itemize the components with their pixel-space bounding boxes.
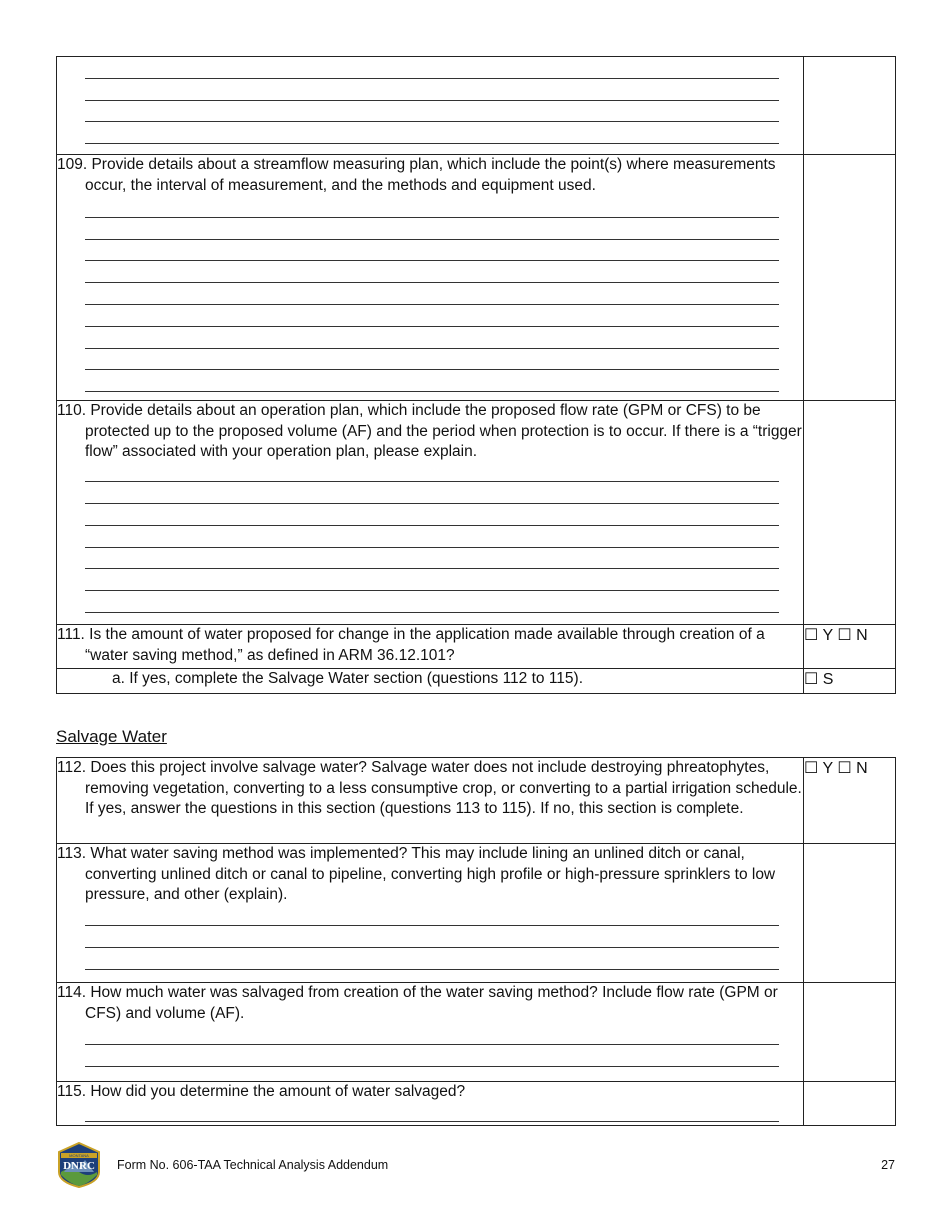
form-number-label: Form No. 606-TAA Technical Analysis Addendum [117, 1158, 389, 1172]
answer-line[interactable] [85, 591, 779, 613]
q109-answer-lines[interactable] [57, 196, 779, 392]
answer-line[interactable] [85, 305, 779, 327]
answer-line[interactable] [85, 370, 779, 392]
answer-line[interactable] [85, 569, 779, 591]
answer-line[interactable] [85, 948, 779, 970]
q114-cell [57, 983, 804, 1082]
answer-line[interactable] [85, 526, 779, 548]
q115-cell [57, 1082, 804, 1126]
q112-text: 112. Does this project involve salvage water? Salvage water does not include destroying phreatophytes, removing vegetation, converting to a less consumptive crop, or converting to a partial irrigation schedule. If yes, answer the questions in this section (questions 113 to 115). If no, this section is complete. [57, 759, 802, 817]
dnrc-logo [56, 1142, 102, 1188]
review-cell [804, 57, 896, 155]
q110-cell [57, 401, 804, 625]
q111-cell [57, 625, 804, 669]
q112-checkbox-no[interactable]: ☐ N [837, 760, 868, 777]
review-cell [804, 1082, 896, 1126]
q109-cell [57, 155, 804, 401]
answer-line[interactable] [85, 461, 779, 483]
q115-text: 115. How did you determine the amount of water salvaged? [57, 1083, 466, 1100]
answer-line[interactable] [85, 122, 779, 144]
answer-line[interactable] [85, 261, 779, 283]
table-row-q109 [57, 155, 896, 401]
page-footer [56, 1142, 895, 1188]
q113-text: 113. What water saving method was implemented? This may include lining an unlined ditch or canal, converting unlined ditch or canal to pipeline, converting high profile or high-pressure sprinklers to low pressure, and other (explain). [57, 845, 776, 903]
q111-yn-cell [804, 625, 896, 669]
answer-line[interactable] [85, 482, 779, 504]
q111a-checkbox-s[interactable]: ☐ S [804, 671, 834, 688]
q113-cell [57, 844, 804, 983]
q111-text: 111. Is the amount of water proposed for change in the application made available through creation of a “water saving method,” as defined in ARM 36.12.101? [57, 626, 765, 664]
q111-checkbox-no[interactable]: ☐ N [837, 627, 868, 644]
q111-checkbox-yes[interactable]: ☐ Y [804, 627, 833, 644]
answer-line[interactable] [85, 349, 779, 371]
table-row-continuation [57, 57, 896, 155]
answer-line[interactable] [85, 57, 779, 79]
q115-answer-lines[interactable] [57, 1101, 779, 1123]
q109-text: 109. Provide details about a streamflow measuring plan, which include the point(s) where measurements occur, the interval of measurement, and the methods and equipment used. [57, 156, 776, 194]
table-row-q111 [57, 625, 896, 669]
page-number: 27 [881, 1158, 895, 1172]
answer-line[interactable] [85, 196, 779, 218]
questions-table-top [56, 56, 896, 694]
q112-yn-cell [804, 758, 896, 844]
q114-text: 114. How much water was salvaged from creation of the water saving method? Include flow rate (GPM or CFS) and volume (AF). [57, 984, 778, 1022]
table-row-q112 [57, 758, 896, 844]
answer-line[interactable] [85, 327, 779, 349]
salvage-water-heading: Salvage Water [56, 727, 167, 746]
answer-line[interactable] [85, 101, 779, 123]
answer-line[interactable] [85, 1023, 779, 1045]
table-row-q115 [57, 1082, 896, 1126]
table-row-q114 [57, 983, 896, 1082]
q112-cell [57, 758, 804, 844]
review-cell [804, 401, 896, 625]
table-row-q110 [57, 401, 896, 625]
q111a-text: a. If yes, complete the Salvage Water section (questions 112 to 115). [112, 670, 583, 687]
q110-text: 110. Provide details about an operation plan, which include the proposed flow rate (GPM or CFS) to be protected up to the proposed volume (AF) and the period when protection is to occur. If there is a “trigger flow” associated with your operation plan, please explain. [57, 402, 802, 460]
answer-line[interactable] [85, 218, 779, 240]
answer-line[interactable] [85, 926, 779, 948]
answer-line[interactable] [85, 283, 779, 305]
q112-checkbox-yes[interactable]: ☐ Y [804, 760, 833, 777]
table-row-q111a [57, 669, 896, 694]
answer-line[interactable] [85, 548, 779, 570]
logo-top-text: MONTANA [69, 1153, 89, 1159]
answer-line[interactable] [85, 504, 779, 526]
q111a-s-cell [804, 669, 896, 694]
q113-answer-lines[interactable] [57, 905, 779, 970]
logo-text: DNRC [63, 1160, 95, 1172]
answer-line[interactable] [85, 79, 779, 101]
questions-table-salvage [56, 757, 896, 1126]
q110-answer-lines[interactable] [57, 461, 779, 614]
answer-lines[interactable] [57, 57, 779, 144]
q111a-cell [57, 669, 804, 694]
review-cell [804, 983, 896, 1082]
table-row-q113 [57, 844, 896, 983]
answer-line[interactable] [85, 1101, 779, 1123]
continuation-answer-cell [57, 57, 804, 155]
answer-line[interactable] [85, 905, 779, 927]
review-cell [804, 155, 896, 401]
q114-answer-lines[interactable] [57, 1023, 779, 1067]
answer-line[interactable] [85, 1045, 779, 1067]
review-cell [804, 844, 896, 983]
answer-line[interactable] [85, 240, 779, 262]
